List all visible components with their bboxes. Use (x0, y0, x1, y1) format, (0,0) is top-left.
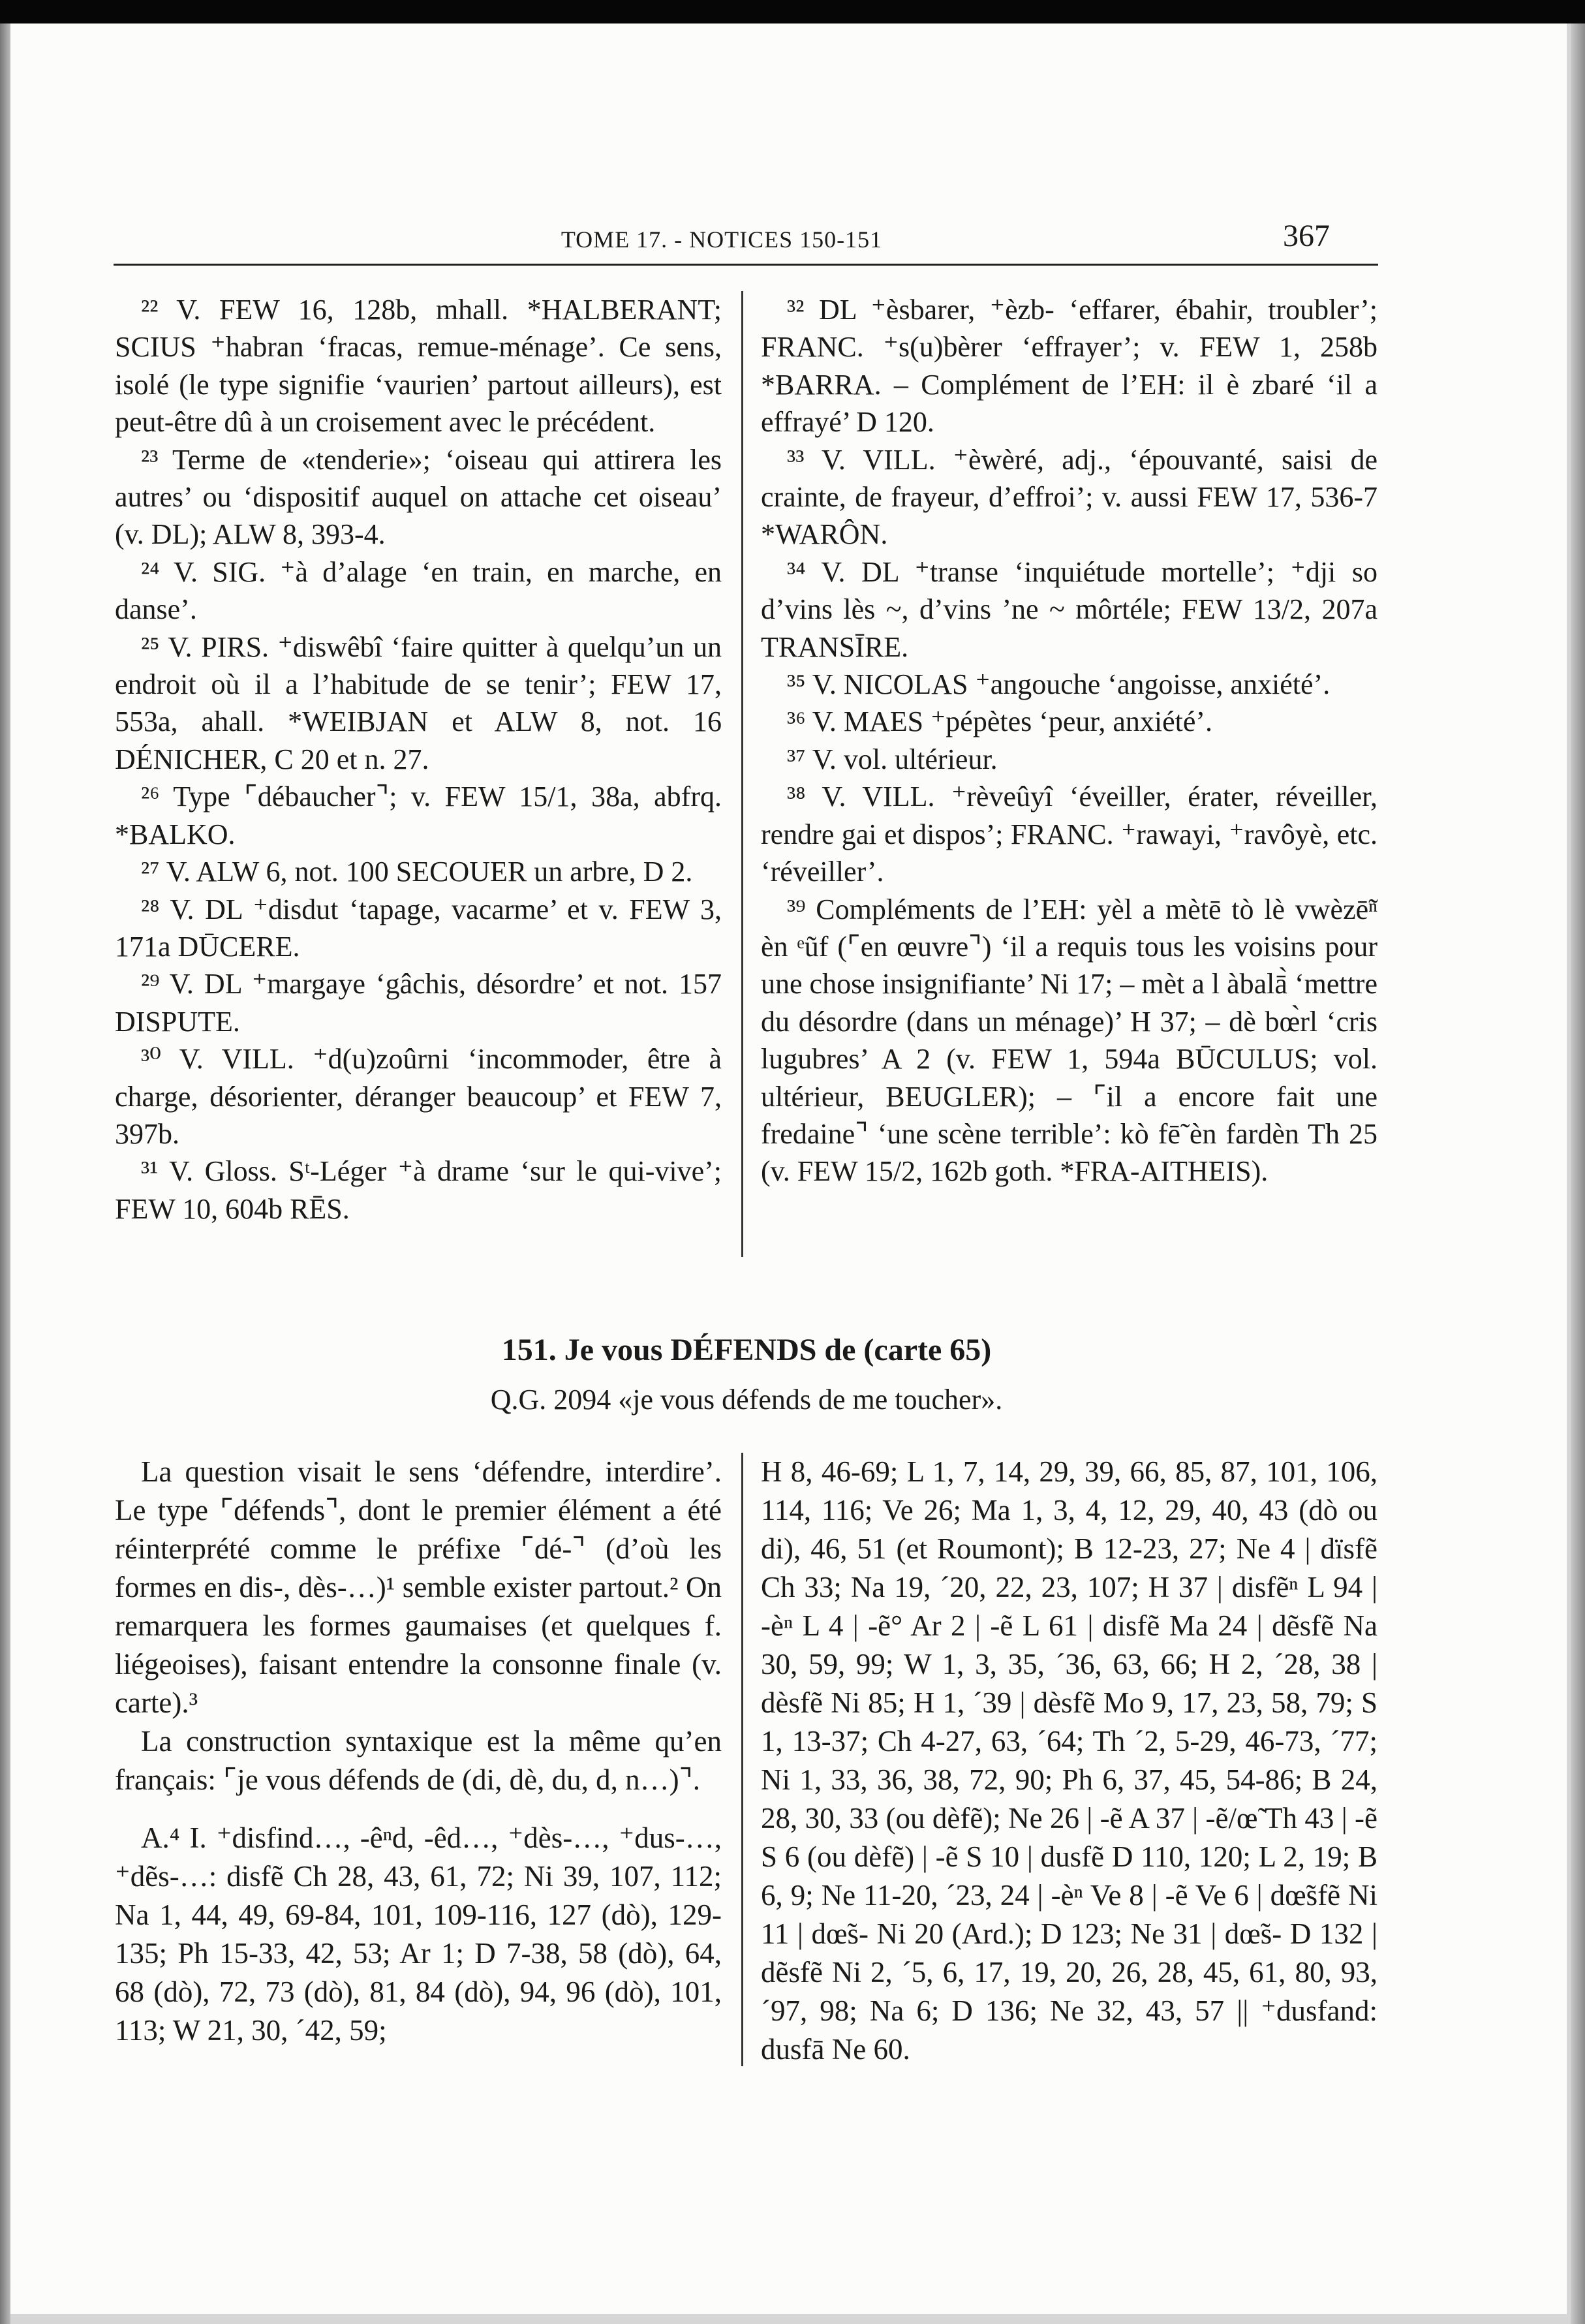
body-right-column (761, 1453, 1377, 2069)
notes-left-column (115, 291, 722, 1228)
page (10, 23, 1567, 2314)
body-paragraph: H 8, 46-69; L 1, 7, 14, 29, 39, 66, 85, 87, 101, 106, 114, 116; Ve 26; Ma 1, 3, 4, 12, 29, 40, 43 (dò ou di), 46, 51 (et Roumont); B 12-23, 27; Ne 4 | dïsfẽ Ch 33; Na 19, ´20, 22, 23, 107; H 37 | disfẽⁿ L 94 | -èⁿ L 4 | -ẽ° Ar 2 | -ẽ L 61 | disfẽ Ma 24 | dẽsfẽ Na 30, 59, 99; W 1, 3, 35, ´36, 63, 66; H 2, ´28, 38 | dèsfẽ Ni 85; H 1, ´39 | dèsfẽ Mo 9, 17, 23, 58, 79; S 1, 13-37; Ch 4-27, 63, ´64; Th ´2, 5-29, 46-73, ´77; Ni 1, 33, 36, 38, 72, 90; Ph 6, 37, 45, 54-86; B 24, 28, 30, 33 (ou dèfẽ); Ne 26 | -ẽ A 37 | -ẽ/œ̃ Th 43 | -ẽ S 6 (ou dèfẽ) | -ẽ S 10 | dusfẽ D 110, 120; L 2, 19; B 6, 9; Ne 11-20, ´23, 24 | -èⁿ Ve 8 | -ẽ Ve 6 | dœ̃sfẽ Ni 11 | dœ̃s- Ni 20 (Ard.); D 123; Ne 31 | dœ̃s- D 132 | dẽsfẽ Ni 2, ´5, 6, 17, 19, 20, 26, 28, 45, 61, 80, 93, ´97, 98; Na 6; D 136; Ne 32, 43, 57 || ⁺dusfand: dusfā Ne 60. (761, 1455, 1377, 2066)
footnote: ²⁵ V. PIRS. ⁺diswêbî ‘faire quitter à quelqu’un un endroit où il a l’habitude de se tenir’; FEW 17, 553a, ahall. *WEIBJAN et ALW 8, not. 16 DÉNICHER, C 20 et n. 27. (115, 630, 722, 775)
scan-left-edge (0, 23, 10, 2324)
body-paragraph: La question visait le sens ‘défendre, interdire’. Le type ⌜défends⌝, dont le premier élément a été réinterprété comme le préfixe ⌜dé-⌝ (d’où les formes en dis-, dès-…)¹ semble exister partout.² On remarquera les formes gaumaises (et quelques f. liégeoises), faisant entendre la consonne finale (v. carte).³ (115, 1455, 722, 1719)
running-title: TOME 17. - NOTICES 150-151 (561, 226, 883, 253)
footnote: ²⁷ V. ALW 6, not. 100 SECOUER un arbre, D 2. (141, 856, 693, 888)
footnote: ³⁶ V. MAES ⁺pépètes ‘peur, anxiété’. (787, 705, 1213, 738)
footnote: ³⁷ V. vol. ultérieur. (787, 743, 998, 775)
header-rule (114, 264, 1378, 266)
footnote: ²⁶ Type ⌜débaucher⌝; v. FEW 15/1, 38a, abfrq. *BALKO. (115, 781, 722, 850)
footnote: ³¹ V. Gloss. Sᵗ-Léger ⁺à drame ‘sur le qui-vive’; FEW 10, 604b RĒS. (115, 1155, 722, 1225)
body-paragraph: La construction syntaxique est la même qu’en français: ⌜je vous défends de (di, dè, du, d, n…)⌝. (115, 1725, 722, 1796)
footnote: ²² V. FEW 16, 128b, mhall. *HALBERANT; SCIUS ⁺habran ‘fracas, remue-ménage’. Ce sens, isolé (le type signifie ‘vaurien’ partout ailleurs), est peut-être dû à un croisement avec le précédent. (115, 294, 722, 439)
body-left-column (115, 1453, 722, 2050)
section-title: 151. Je vous DÉFENDS de (carte 65) (501, 1333, 992, 1367)
footnote: ³³ V. VILL. ⁺èwèré, adj., ‘épouvanté, saisi de crainte, de frayeur, d’effroi’; v. aussi FEW 17, 536-7 *WARÔN. (761, 443, 1377, 551)
footnote: ²⁹ V. DL ⁺margaye ‘gâchis, désordre’ et not. 157 DISPUTE. (115, 968, 722, 1038)
footnote: ³⁴ V. DL ⁺transe ‘inquiétude mortelle’; ⁺dji so d’vins lès ~, d’vins ’ne ~ môrtéle; FEW 13/2, 207a TRANSĪRE. (761, 555, 1377, 663)
section-subtitle: Q.G. 2094 «je vous défends de me toucher». (490, 1384, 1003, 1416)
footnote: ³⁹ Compléments de l’EH: yèl a mètē tò lè vwèzē̃ⁿ èn ᵉũf (⌜en œuvre⌝) ‘il a requis tous les voisins pour une chose insignifiante’ Ni 17; – mèt a l àbalā̀ ‘mettre du désordre (dans un ménage)’ H 37; – dè bœ̀rl ‘cris lugubres’ A 2 (v. FEW 1, 594a BŪCULUS; vol. ultérieur, BEUGLER); – ⌜il a encore fait une fredaine⌝ ‘une scène terrible’: kò fē̃ èn fardèn Th 25 (v. FEW 15/2, 162b goth. *FRA-AITHEIS). (761, 893, 1377, 1188)
scan-top-band (0, 0, 1585, 23)
column-divider-notes (741, 291, 743, 1257)
footnote: ³⁸ V. VILL. ⁺rèveûyî ‘éveiller, érater, réveiller, rendre gai et dispos’; FRANC. ⁺rawayi, ⁺ravôyè, etc. ‘réveiller’. (761, 781, 1377, 888)
scan-right-edge (1571, 23, 1585, 2324)
footnote: ³⁵ V. NICOLAS ⁺angouche ‘angoisse, anxiété’. (787, 668, 1331, 701)
footnote: ²³ Terme de «tenderie»; ‘oiseau qui attirera les autres’ ou ‘dispositif auquel on attache cet oiseau’ (v. DL); ALW 8, 393-4. (115, 443, 722, 551)
footnote: ²⁸ V. DL ⁺disdut ‘tapage, vacarme’ et v. FEW 3, 171a DŪCERE. (115, 893, 722, 963)
column-divider-body (741, 1453, 743, 2066)
notes-right-column (761, 291, 1377, 1190)
footnote: ³⁰ V. VILL. ⁺d(u)zoûrni ‘incommoder, être à charge, désorienter, déranger beaucoup’ et FEW 7, 397b. (115, 1043, 722, 1150)
page-number: 367 (1283, 219, 1330, 253)
footnote: ³² DL ⁺èsbarer, ⁺èzb- ‘effarer, ébahir, troubler’; FRANC. ⁺s(u)bèrer ‘effrayer’; v. FEW 1, 258b *BARRA. – Complément de l’EH: il è zbaré ‘il a effrayé’ D 120. (761, 294, 1377, 439)
body-paragraph: A.⁴ I. ⁺disfind…, -êⁿd, -êd…, ⁺dès-…, ⁺dus-…, ⁺dẽs-…: disfẽ Ch 28, 43, 61, 72; Ni 39, 107, 112; Na 1, 44, 49, 69-84, 101, 109-116, 127 (dò), 129-135; Ph 15-33, 42, 53; Ar 1; D 7-38, 58 (dò), 64, 68 (dò), 72, 73 (dò), 81, 84 (dò), 94, 96 (dò), 101, 113; W 21, 30, ´42, 59; (115, 1821, 722, 2047)
footnote: ²⁴ V. SIG. ⁺à d’alage ‘en train, en marche, en danse’. (115, 555, 722, 626)
